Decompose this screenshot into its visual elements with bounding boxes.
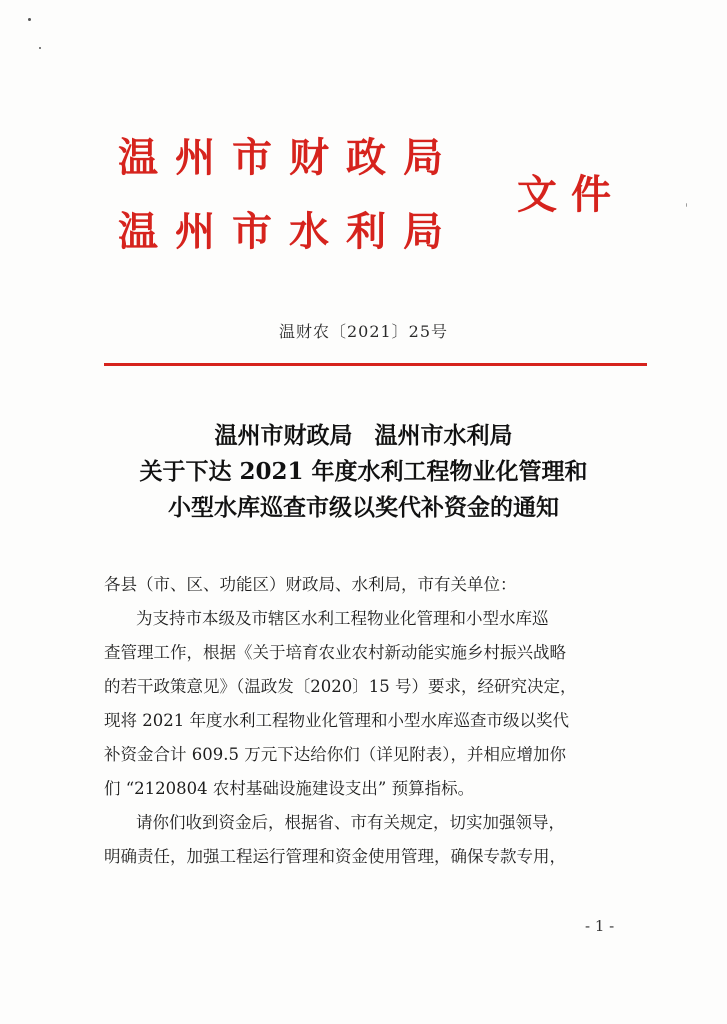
- document-label: 文件: [517, 172, 625, 218]
- paragraph-line: 为支持市本级及市辖区水利工程物业化管理和小型水库巡: [136, 609, 549, 628]
- document-title: [0, 418, 727, 526]
- scan-speck: [686, 203, 687, 207]
- issuing-agency-finance: 温州市财政局: [118, 135, 460, 181]
- title-agency-1: 温州市财政局: [214, 422, 353, 449]
- paragraph-2: [104, 806, 650, 874]
- paragraph-line: 请你们收到资金后，根据省、市有关规定，切实加强领导，: [136, 813, 565, 832]
- document-number: 温财农〔2021〕25号: [278, 322, 449, 341]
- paragraph-line: 们 “2120804 农村基础设施建设支出” 预算指标。: [104, 779, 475, 798]
- document-body: [104, 568, 650, 874]
- title-line-3: 小型水库巡查市级以奖代补资金的通知: [168, 494, 559, 521]
- scan-speck: [39, 47, 41, 49]
- salutation: 各县（市、区、功能区）财政局、水利局，市有关单位：: [104, 575, 517, 594]
- paragraph-1: [104, 602, 650, 806]
- red-divider-line: [104, 363, 647, 366]
- page-number: - 1 -: [585, 917, 615, 935]
- title-line-1: [0, 418, 727, 454]
- paragraph-line: 补资金合计 609.5 万元下达给你们（详见附表），并相应增加你: [104, 745, 566, 764]
- paragraph-line: 查管理工作，根据《关于培育农业农村新动能实施乡村振兴战略: [104, 643, 566, 662]
- paragraph-line: 明确责任，加强工程运行管理和资金使用管理，确保专款专用，: [104, 847, 566, 866]
- paragraph-line: 现将 2021 年度水利工程物业化管理和小型水库巡查市级以奖代: [104, 711, 569, 730]
- paragraph-line: 的若干政策意见》（温政发〔2020〕15 号）要求，经研究决定，: [104, 677, 577, 696]
- issuing-agency-water: 温州市水利局: [118, 209, 460, 255]
- scan-speck: [28, 18, 31, 21]
- title-agency-2: 温州市水利局: [374, 422, 513, 449]
- title-line-2: 关于下达 2021 年度水利工程物业化管理和: [139, 458, 588, 485]
